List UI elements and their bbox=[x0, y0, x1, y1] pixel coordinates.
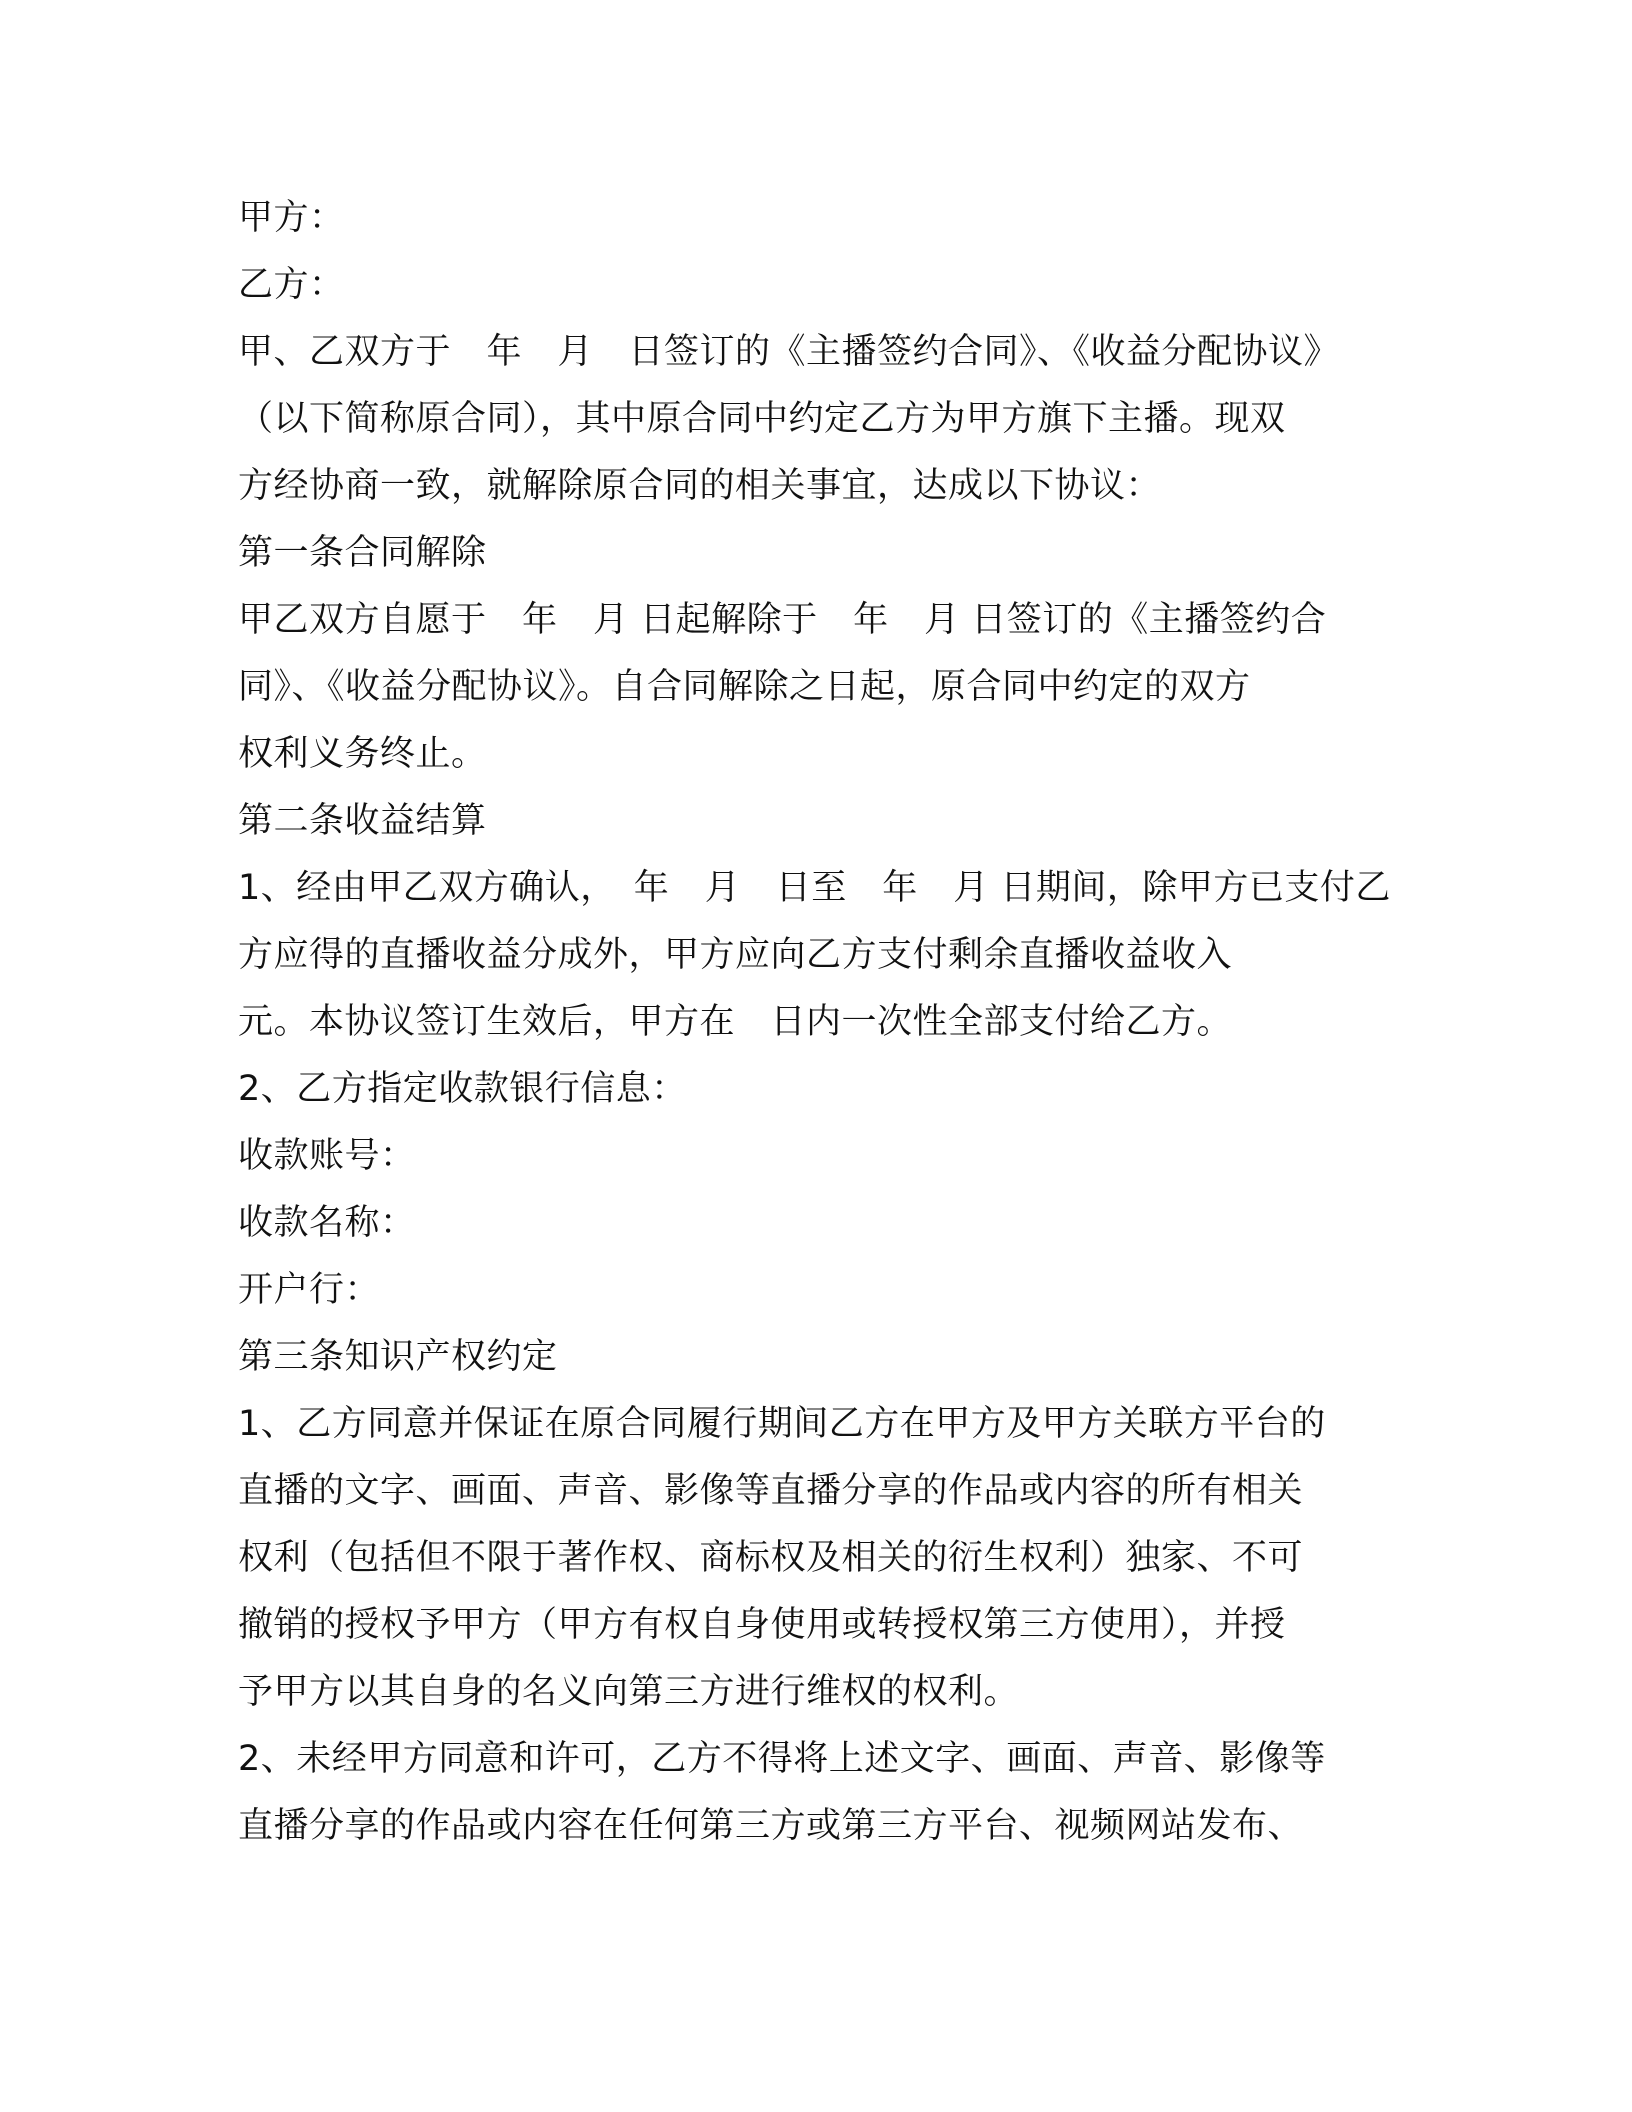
article-1-line-1: 甲乙双方自愿于 年 月 日起解除于 年 月 日签订的《主播签约合 bbox=[238, 600, 1327, 640]
article-1-line-3: 权利义务终止。 bbox=[238, 734, 487, 774]
article-3-item-1-line-3: 权利（包括但不限于著作权、商标权及相关的衍生权利）独家、不可 bbox=[238, 1538, 1304, 1578]
article-3-heading: 第三条知识产权约定 bbox=[238, 1337, 558, 1377]
preamble-line-3: 方经协商一致，就解除原合同的相关事宜，达成以下协议： bbox=[238, 466, 1162, 506]
party-b-line: 乙方： bbox=[238, 265, 345, 305]
contract-body bbox=[238, 185, 1398, 1860]
preamble-line-2: （以下简称原合同），其中原合同中约定乙方为甲方旗下主播。现双 bbox=[238, 399, 1286, 439]
article-2-item-2: 2、乙方指定收款银行信息： bbox=[238, 1069, 687, 1109]
party-a-line: 甲方： bbox=[238, 198, 345, 238]
article-3-item-1-line-5: 予甲方以其自身的名义向第三方进行维权的权利。 bbox=[238, 1672, 1020, 1712]
article-2-item-1-line-1: 1、经由甲乙双方确认， 年 月 日至 年 月 日期间，除甲方已支付乙 bbox=[238, 868, 1391, 908]
article-3-item-1-line-1: 1、乙方同意并保证在原合同履行期间乙方在甲方及甲方关联方平台的 bbox=[238, 1404, 1326, 1444]
article-1-heading: 第一条合同解除 bbox=[238, 533, 487, 573]
preamble-line-1: 甲、乙双方于 年 月 日签订的《主播签约合同》、《收益分配协议》 bbox=[238, 332, 1340, 372]
article-1-line-2: 同》、《收益分配协议》。自合同解除之日起，原合同中约定的双方 bbox=[238, 667, 1251, 707]
bank-account-name-line: 收款名称： bbox=[238, 1203, 416, 1243]
article-2-item-1-line-3: 元。本协议签订生效后，甲方在 日内一次性全部支付给乙方。 bbox=[238, 1002, 1233, 1042]
article-3-item-2-line-2: 直播分享的作品或内容在任何第三方或第三方平台、视频网站发布、 bbox=[238, 1806, 1304, 1846]
article-3-item-1-line-4: 撤销的授权予甲方（甲方有权自身使用或转授权第三方使用），并授 bbox=[238, 1605, 1286, 1645]
article-3-item-1-line-2: 直播的文字、画面、声音、影像等直播分享的作品或内容的所有相关 bbox=[238, 1471, 1304, 1511]
bank-branch-line: 开户行： bbox=[238, 1270, 381, 1310]
bank-account-number-line: 收款账号： bbox=[238, 1136, 416, 1176]
article-3-item-2-line-1: 2、未经甲方同意和许可，乙方不得将上述文字、画面、声音、影像等 bbox=[238, 1739, 1326, 1779]
article-2-heading: 第二条收益结算 bbox=[238, 801, 487, 841]
article-2-item-1-line-2: 方应得的直播收益分成外，甲方应向乙方支付剩余直播收益收入 bbox=[238, 935, 1233, 975]
